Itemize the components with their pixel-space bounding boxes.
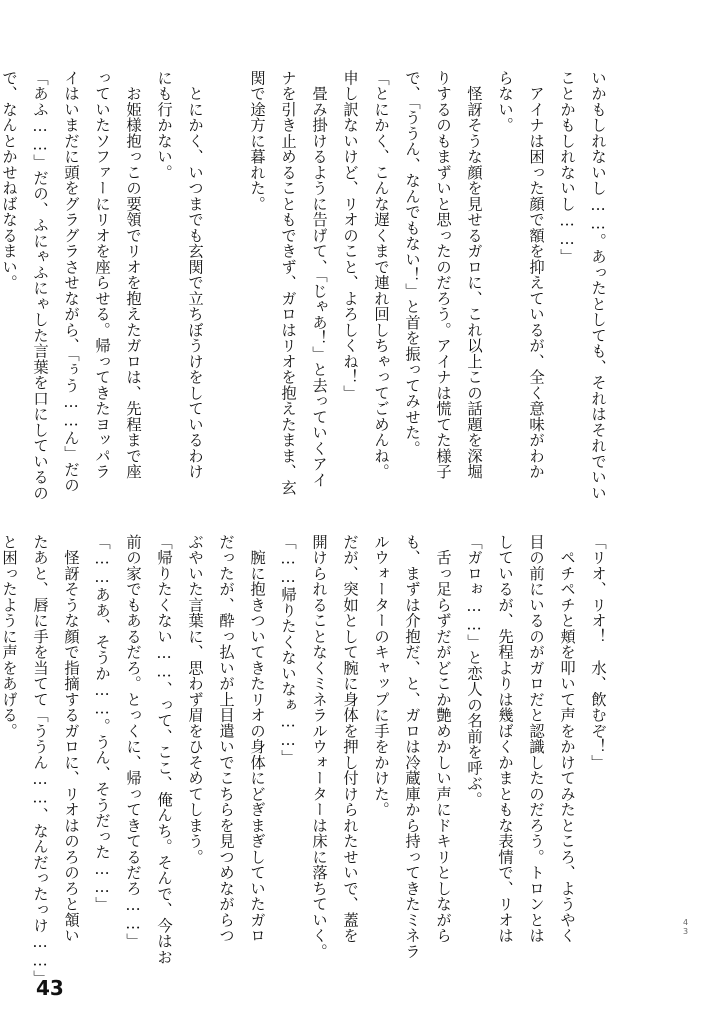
text-column: 腕に抱きついてきたリオの身体にどぎまぎしていたガロ [248,534,266,944]
text-column: 舌っ足らずだがどこか艶めかしい声にドキリとしながら [434,534,452,944]
text-column: 「……帰りたくないなぁ……」 [279,534,297,766]
text-column: 畳み掛けるように告げて、「じゃあ！」と去っていくアイ [310,70,328,488]
text-column: イはいまだに頭をグラグラさせながら、「ぅう……ん」だの [62,70,80,493]
text-column: ペチペチと頬を叩いて声をかけてみたところ、ようやく [558,534,576,944]
text-column: だが、突如として腕に身体を押し付けられたせいで、蓋を [341,534,359,944]
text-column: らない。 [496,70,514,133]
text-column: 「……ああ、そうか……。うん、そうだった……」 [93,534,111,913]
text-column: 「リオ、リオ！ 水、飲むぞ！」 [589,534,607,771]
text-column: で、なんとかせねばなるまい。 [0,70,18,291]
text-column: っていたソファーにリオを座らせる。帰ってきたヨッパラ [93,70,111,480]
text-column: アイナは困った顔で額を抑えているが、全く意味がわか [527,70,545,480]
text-column: 「あふ……」だの、ふにゃふにゃした言葉を口にしているの [31,70,49,501]
text-column: たあと、唇に手を当てて「ううん……、なんだったっけ……」 [31,534,49,986]
text-column: ことかもしれないし……」 [558,70,576,265]
text-column: 「とにかく、こんな遅くまで連れ回しちゃってごめんね。 [372,70,390,480]
text-column: りするのもまずいと思ったのだろう。アイナは慌てた様子 [434,70,452,480]
text-column: にも行かない。 [155,70,173,181]
text-column: 「帰りたくない……、って、ここ、俺んち。そんで、今はお [155,534,173,965]
text-column: ナを引き止めることもできず、ガロはリオを抱えたまま、玄 [279,70,297,496]
text-column: 申し訳ないけど、リオのこと、よろしくね！」 [341,70,359,401]
text-column: 怪訝そうな顔を見せるガロに、これ以上この話題を深堀 [465,70,483,480]
text-column: 怪訝そうな顔で指摘するガロに、リオはのろのろと頷い [62,534,80,944]
text-column: で、「ううん、なんでもない！」と首を振ってみせた。 [403,70,421,457]
text-column: 前の家でもあるだろ。とっくに、帰ってきてるだろ……」 [124,534,142,949]
text-column: 「ガロぉ……」と恋人の名前を呼ぶ。 [465,534,483,808]
text-column: も、まずは介抱だ、と、ガロは冷蔵庫から持ってきたミネラ [403,534,421,960]
text-column: 目の前にいるのがガロだと認識したのだろう。トロンとは [527,534,545,944]
page-number: 43 [36,976,64,1000]
text-column: とにかく、いつまでも玄関で立ちぼうけをしているわけ [186,70,204,480]
edge-page-mark: 43 [681,918,690,936]
text-column: だったが、酔っ払いが上目遣いでこちらを見つめながらつ [217,534,235,944]
text-column: いかもしれないし……。あったとしても、それはそれでいい [589,70,607,501]
text-column: 開けられることなくミネラルウォーターは床に落ちていく。 [310,534,328,960]
text-column: しているが、先程よりは幾ばくかまともな表情で、リオは [496,534,514,944]
text-column: ルウォーターのキャップに手をかけた。 [372,534,390,818]
text-column: と困ったように声をあげる。 [0,534,18,739]
text-column: ぶやいた言葉に、思わず眉をひそめてしまう。 [186,534,204,865]
top-text-block [0,70,613,500]
text-column [210,70,241,500]
text-column: 関で途方に暮れた。 [248,70,266,212]
bottom-text-block [0,534,613,986]
text-column: お姫様抱っこの要領でリオを抱えたガロは、先程まで座 [124,70,142,480]
